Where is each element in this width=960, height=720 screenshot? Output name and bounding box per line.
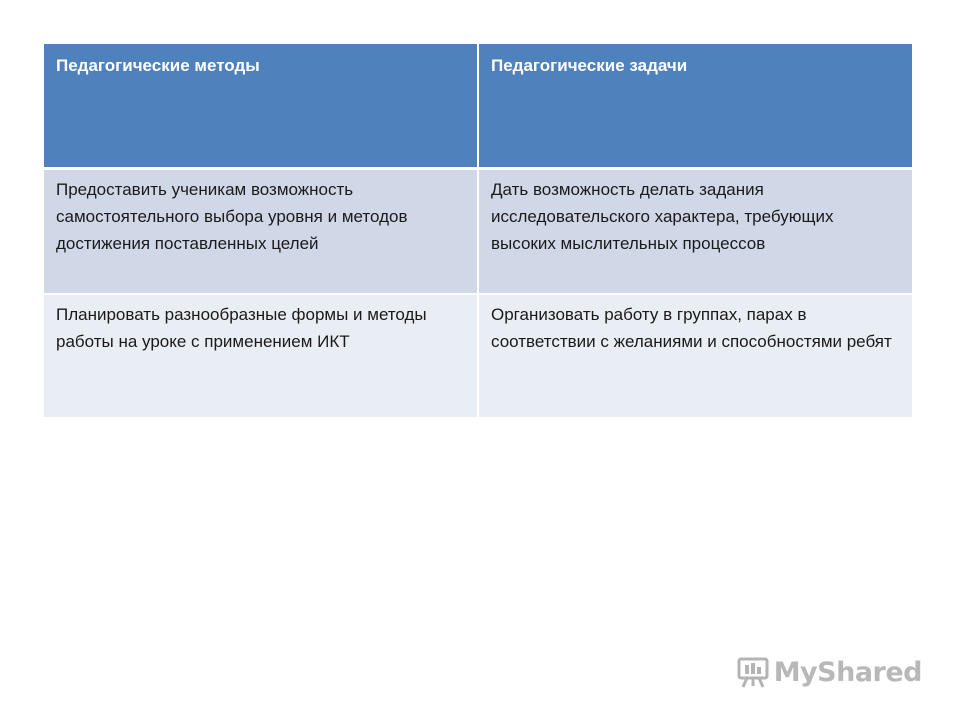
table-row <box>44 294 912 418</box>
table-cell-task: Дать возможность делать задания исследовательского характера, требующих высоких мыслительных процессов <box>478 168 912 294</box>
methods-tasks-table <box>44 44 912 419</box>
header-tasks: Педагогические задачи <box>478 44 912 168</box>
table-cell-task: Организовать работу в группах, парах в соответствии с желаниями и способностями ребят <box>478 294 912 418</box>
table-cell-method: Планировать разнообразные формы и методы работы на уроке с применением ИКТ <box>44 294 478 418</box>
watermark-text: MyShared <box>773 656 922 688</box>
table-cell-method: Предоставить ученикам возможность самостоятельного выбора уровня и методов достижения поставленных целей <box>44 168 478 294</box>
table-row <box>44 168 912 294</box>
myshared-watermark <box>736 655 922 689</box>
table-header-row <box>44 44 912 168</box>
presentation-board-icon <box>736 655 770 689</box>
header-methods: Педагогические методы <box>44 44 478 168</box>
